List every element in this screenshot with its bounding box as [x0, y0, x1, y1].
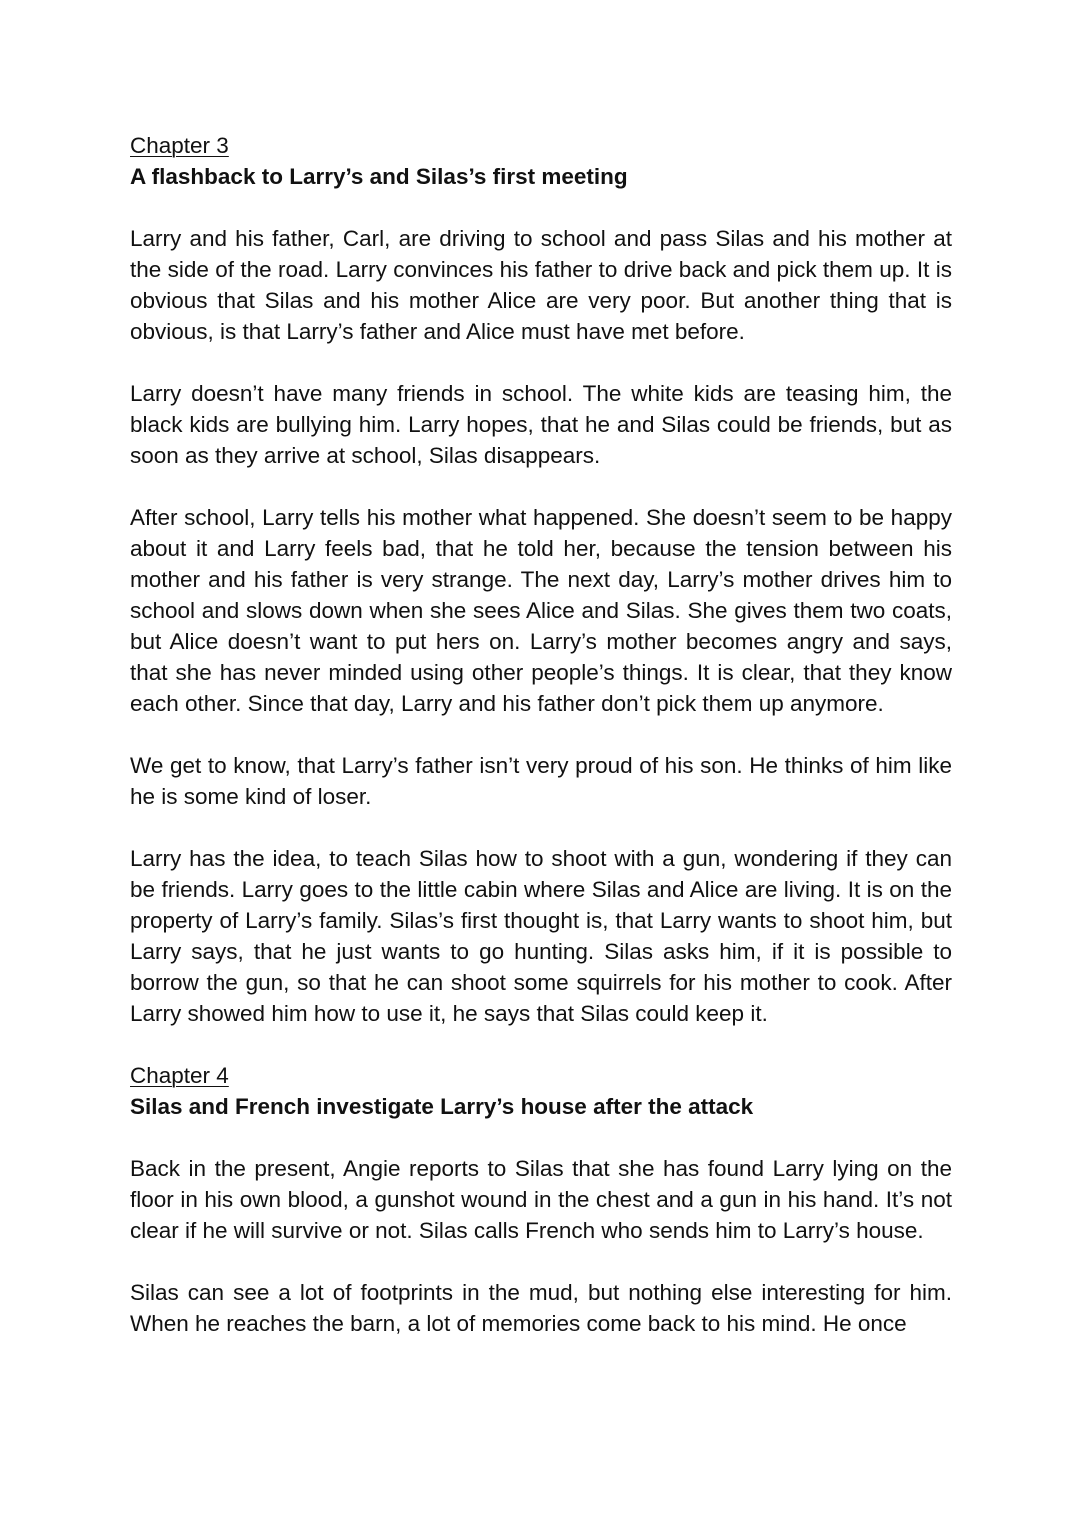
chapter-4-section — [130, 1060, 952, 1339]
chapter-3-heading: A flashback to Larry’s and Silas’s first meeting — [130, 164, 628, 189]
chapter-3-paragraph-3: After school, Larry tells his mother what happened. She doesn’t seem to be happy about it and Larry feels bad, that he told her, because the tension between his mother and his father is very strange. The next day, Larry’s mother drives him to school and slows down when she sees Alice and Silas. She gives them two coats, but Alice doesn’t want to put hers on. Larry’s mother becomes angry and says, that she has never minded using other people’s things. It is clear, that they know each other. Since that day, Larry and his father don’t pick them up anymore. — [130, 505, 952, 716]
chapter-4-paragraph-2: Silas can see a lot of footprints in the mud, but nothing else interesting for him. When he reaches the barn, a lot of memories come back to his mind. He once — [130, 1280, 952, 1336]
chapter-4-heading: Silas and French investigate Larry’s house after the attack — [130, 1094, 754, 1119]
chapter-3-paragraph-1: Larry and his father, Carl, are driving to school and pass Silas and his mother at the side of the road. Larry convinces his father to drive back and pick them up. It is obvious that Silas and his mother Alice are very poor. But another thing that is obvious, is that Larry’s father and Alice must have met before. — [130, 226, 952, 344]
document-page — [130, 130, 952, 1339]
chapter-3-label: Chapter 3 — [130, 133, 229, 158]
chapter-3-section — [130, 130, 952, 1029]
chapter-3-paragraph-4: We get to know, that Larry’s father isn’t very proud of his son. He thinks of him like he is some kind of loser. — [130, 753, 952, 809]
chapter-3-paragraph-5: Larry has the idea, to teach Silas how to shoot with a gun, wondering if they can be friends. Larry goes to the little cabin where Silas and Alice are living. It is on the property of Larry’s family. Silas’s first thought is, that Larry wants to shoot him, but Larry says, that he just wants to go hunting. Silas asks him, if it is possible to borrow the gun, so that he can shoot some squirrels for his mother to cook. After Larry showed him how to use it, he says that Silas could keep it. — [130, 846, 952, 1026]
chapter-4-paragraph-1: Back in the present, Angie reports to Silas that she has found Larry lying on the floor in his own blood, a gunshot wound in the chest and a gun in his hand. It’s not clear if he will survive or not. Silas calls French who sends him to Larry’s house. — [130, 1156, 952, 1243]
chapter-3-paragraph-2: Larry doesn’t have many friends in school. The white kids are teasing him, the black kids are bullying him. Larry hopes, that he and Silas could be friends, but as soon as they arrive at school, Silas disappears. — [130, 381, 952, 468]
chapter-4-label: Chapter 4 — [130, 1063, 229, 1088]
